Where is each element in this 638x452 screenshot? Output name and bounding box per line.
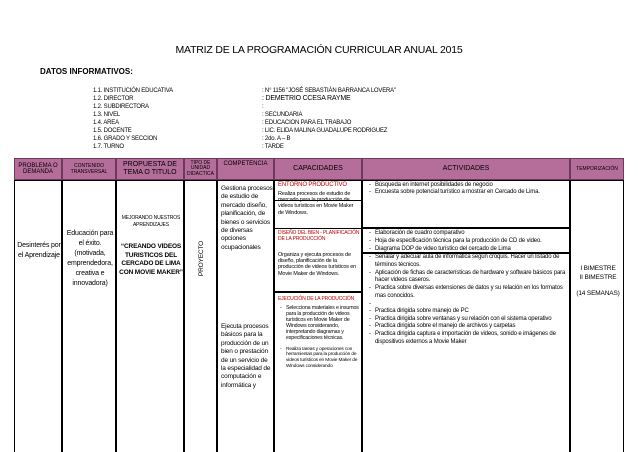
page-title: MATRIZ DE LA PROGRAMACIÓN CURRICULAR ANUAL 2015 (175, 44, 463, 56)
capacidad-2-body (274, 252, 362, 292)
propuesta-cell (116, 180, 184, 452)
actividad-item: - Aplicación de fichas de características de hardware y software básicos para hacer videos caseros. (375, 270, 570, 286)
capacidad-2-text: Organiza y ejecuta procesos de diseño, planificación de la producción de videos turísticos en Movie Maker de Windows. (278, 252, 357, 277)
header-problema: PROBLEMA O DEMANDA (14, 158, 62, 180)
actividad-item: - Practica dirigida captura e importación de videos, sonido e imágenes de dispositivos externos a Movie Maker (375, 331, 570, 347)
capacidad-1-text: Realiza procesos de estudio de mercado para la producción de videos turísticos en Movie Maker de Windows. (278, 191, 354, 216)
temporalizacion-line: (14 SEMANAS) (576, 290, 620, 297)
actividad-item: - Practica sobre diversas extensiones de datos y su relación en los formatos mas conocidos. (375, 285, 570, 301)
competencia-1: Gestiona procesos de estudio de mercado diseño, planificación, de bienes o servicios de diversas opciones ocupacionales (221, 185, 273, 251)
info-label: 1.4. AREA (93, 120, 119, 126)
actividad-item: - Señalar y adecuar aula de informática según croquis. Hacer un listado de términos técnicos. (375, 254, 570, 270)
info-value: : 2do. A – B (262, 136, 291, 142)
header-contenido: CONTENIDO TRANSVERSAL (62, 158, 116, 180)
tipo-cell (184, 180, 217, 452)
info-label: 1.6. GRADO Y SECCION (93, 136, 158, 142)
info-label: 1.3. NIVEL (93, 112, 121, 118)
header-capacidades: CAPACIDADES (274, 158, 362, 180)
info-value: : N° 1156 "JOSÉ SEBASTIÁN BARRANCA LOVERA" (262, 88, 396, 94)
actividades-3 (362, 252, 570, 452)
header-tipo: TIPO DE UNIDAD DIDACTICA (184, 158, 217, 180)
temporalizacion-cell (570, 180, 624, 452)
actividades-1 (362, 180, 570, 228)
header-temporalizacion: TEMPORIZACIÓN (570, 158, 624, 180)
header-competencia: COMPETENCIA (217, 158, 274, 180)
problema-text: Desinterés por el Aprendizaje (17, 242, 61, 259)
competencia-cell (217, 180, 274, 452)
actividad-item: - Encuesta sobre potencial turístico a mostrar en Cercado de Lima. (375, 189, 570, 196)
actividad-item: - Diagrama DOP de video turístico del cercado de Lima (375, 246, 570, 252)
capacidad-3-item: - Selecciona materiales e insumos para la producción de videos turísticos en Movie Maker de Windows considerando, interpretando diagramas y especificaciones técnicas. (286, 305, 362, 342)
capacidad-2 (274, 228, 362, 252)
tipo-text: PROYECTO (198, 240, 205, 277)
temporalizacion-line: I BIMESTRE (580, 265, 616, 272)
header-propuesta: PROPUESTA DE TEMA O TITULO (116, 158, 184, 180)
propuesta-title: “CREANDO VIDEOS TURISTICOS DEL CERCADO DE LIMA CON MOVIE MAKER” (119, 243, 183, 276)
info-label: 1.5. DOCENTE (93, 128, 132, 134)
info-value: : DEMETRIO CCESA RAYME (262, 95, 351, 102)
capacidad-3 (274, 292, 362, 452)
info-value: : (262, 104, 264, 110)
propuesta-subtitle: MEJORANDO NUESTROS APRENDIZAJES (121, 215, 181, 228)
actividad-item: - Búsqueda en internet posibilidades de negocio (375, 182, 570, 189)
actividad-blank (375, 301, 570, 308)
capacidad-1-body (274, 190, 362, 228)
capacidad-2-title: DISEÑO DEL BIEN - PLANIFICACIÓN DE LA PRODUCCIÓN (278, 230, 360, 242)
actividad-item: - Practica dirigida sobre el manejo de archivos y carpetas (375, 323, 570, 331)
info-value: : LIC. ELIDA MALINA GUADALUPE RODRIGUEZ (262, 128, 388, 134)
info-label: 1.1. INSTITUCIÓN EDUCATIVA (93, 88, 173, 94)
contenido-text: Educación para el éxito. (motivada, emprendedora, creativa e innovadora) (66, 230, 114, 287)
problema-cell (14, 180, 62, 452)
contenido-cell (62, 180, 116, 452)
competencia-2: Ejecuta procesos básicos para la producción de un bien o prestación de un servicio de la especialidad de computación e informática y (221, 323, 271, 389)
actividad-item: - Hoja de especificación técnica para la producción de CD de video. (375, 238, 570, 246)
info-label: 1.7. TURNO (93, 144, 124, 150)
actividad-item: - Elaboración de cuadro comparativo (375, 230, 570, 238)
info-value: : TARDE (262, 144, 284, 150)
capacidad-1-title: ENTORNO PRODUCTIVO (278, 182, 347, 188)
actividad-item: - Practica dirigida sobre ventanas y su relación con el sistema operativo (375, 316, 570, 324)
info-value: : EDUCACION PARA EL TRABAJO (262, 120, 352, 126)
info-label: 1.2. SUBDIRECTORA (93, 104, 149, 110)
temporalizacion-line: II BIMESTRE (579, 273, 617, 281)
info-value: : SECUNDARIA (262, 112, 303, 118)
actividades-2-side (362, 228, 570, 252)
actividad-item: - Practica dirigida sobre manejo de PC (375, 308, 570, 316)
temporalizacion-spacer (571, 282, 624, 290)
datos-heading: DATOS INFORMATIVOS: (40, 67, 133, 76)
header-actividades: ACTIVIDADES (362, 158, 570, 180)
capacidad-3-title: EJECUCIÓN DE LA PRODUCCIÓN (278, 296, 355, 302)
info-label: 1.2. DIRECTOR (93, 96, 134, 102)
capacidad-3-item: - Realiza tareas y operaciones con herramientas para la producción de videos turísticos en Movie Maker de Windows considerando (286, 347, 362, 370)
